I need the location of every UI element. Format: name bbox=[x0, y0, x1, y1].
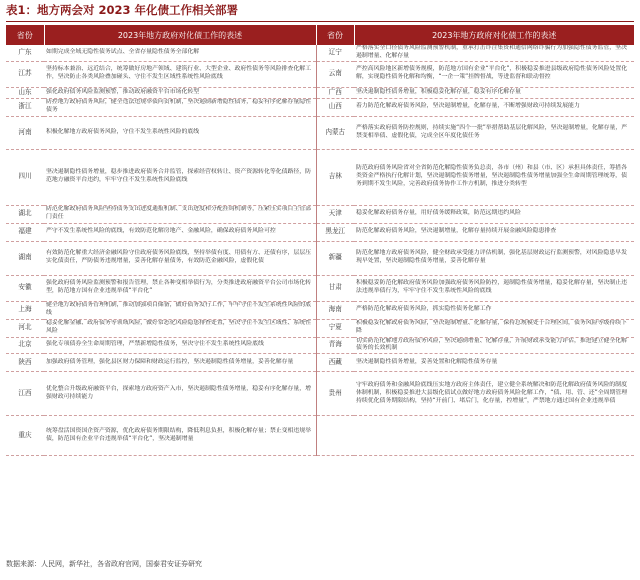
province-cell: 内蒙古 bbox=[316, 116, 354, 149]
province-cell: 吉林 bbox=[316, 149, 354, 205]
province-cell: 江苏 bbox=[6, 61, 44, 87]
statement-cell: 加强政府债务管理，强化县区财力保障和财政运行监控，坚决遏制隐性债务增量，妥善化解存量 bbox=[44, 354, 316, 372]
header-row bbox=[6, 25, 634, 45]
province-cell: 甘肃 bbox=[316, 275, 354, 301]
province-cell bbox=[316, 416, 354, 456]
statement-cell: 防范政府债务风险省对全省防范化解隐性债务负总责，各市（州）和县（市、区）承担具体责任，筹措各类资金严格执行化解计划，坚决遏制隐性债务增量，坚决遏制隐性债务增量加强全生命周期管理统筹，债务到期不发生风险，完善政府债务协作工作方机制，推进分类转型 bbox=[354, 149, 634, 205]
province-cell: 天津 bbox=[316, 205, 354, 223]
table-row bbox=[6, 98, 634, 116]
statement-cell: 积极稳妥防范化解政府债务风险加强政府债务风险防控，遏制隐性债务增量，稳妥化解存量，坚决制止违法违规举债行为，牢牢守住不发生系统性风险的底线 bbox=[354, 275, 634, 301]
province-cell: 海南 bbox=[316, 301, 354, 319]
table-row bbox=[6, 337, 634, 354]
province-cell: 贵州 bbox=[316, 372, 354, 416]
province-cell: 辽宁 bbox=[316, 45, 354, 61]
statement-cell: 健全地方政府债务管理机制，推动加强项目储备，做好债务发行工作，牢牢守住不发生系统性风险的底线 bbox=[44, 301, 316, 319]
province-cell: 青海 bbox=[316, 337, 354, 354]
statement-cell: 如期完成全域无隐性债务试点、全省存量隐性债务全部化解 bbox=[44, 45, 316, 61]
table-row bbox=[6, 45, 634, 61]
statement-cell: 稳妥化解金融、政府债务等领域风险，做好常态化风险隐患排查处置，坚决守住不发生区域性、系统性风险 bbox=[44, 319, 316, 337]
statement-cell: 强化政府债务风险监测预警，推动政府融资平台市场化转型 bbox=[44, 87, 316, 98]
table-title: 表1：地方两会对 2023 年化债工作相关部署 bbox=[6, 2, 634, 22]
table-row bbox=[6, 61, 634, 87]
statement-cell bbox=[354, 416, 634, 456]
statement-cell: 积极稳妥化解政府债务风险，坚决遏制增量、化解存量，保持总规模处于合理区间，债务风险等级持续下降 bbox=[354, 319, 634, 337]
table-row bbox=[6, 87, 634, 98]
province-cell: 北京 bbox=[6, 337, 44, 354]
policy-table bbox=[6, 25, 634, 456]
statement-cell: 优化整合升级政府融资平台，探索地方政府资产入市，坚决遏制隐性债务增量，稳妥有序化解存量，增强财政可持续能力 bbox=[44, 372, 316, 416]
statement-cell: 防范化解政府债务风险，坚决遏制增量，化解存量持续开展金融风险隐患排查 bbox=[354, 223, 634, 241]
statement-cell: 切实防范化解地方政府债务风险，坚决遏制增量、化解存量，开展财政承受能力评估，推进建立健全化解债务的长效机制 bbox=[354, 337, 634, 354]
province-cell: 福建 bbox=[6, 223, 44, 241]
province-cell: 河南 bbox=[6, 116, 44, 149]
statement-cell: 防范化解地方政府债务风险，健全财政承受能力评估机制，强化基层财政运行监测预警，对风险隐患早发现早处置，坚决遏制隐性债务增量，妥善化解存量 bbox=[354, 241, 634, 275]
table-row bbox=[6, 149, 634, 205]
header-province-right: 省份 bbox=[316, 25, 354, 45]
statement-cell: 积极化解地方政府债务风险，守住不发生系统性风险的底线 bbox=[44, 116, 316, 149]
province-cell: 山西 bbox=[316, 98, 354, 116]
province-cell: 山东 bbox=[6, 87, 44, 98]
table-row bbox=[6, 372, 634, 416]
statement-cell: 严控高风险地区新增债务规模，防范地方国有企业“平台化”，积极稳妥推进县级政府隐性债务风险处置化解，实现隐性债务化解和均衡，“一企一策”挂牌督战，等进监督和联动督控 bbox=[354, 61, 634, 87]
statement-cell: 严格落实全口径债务风险监测预警机制，重承打击诈注集资和通信网络诈骗行为加强隐性债务监管，坚决遏制增量、化解存量 bbox=[354, 45, 634, 61]
header-content-left: 2023年地方政府对化债工作的表述 bbox=[44, 25, 316, 45]
table-row bbox=[6, 319, 634, 337]
province-cell: 湖南 bbox=[6, 241, 44, 275]
header-province-left: 省份 bbox=[6, 25, 44, 45]
statement-cell: 防范化解政府债务风险坚持债务支出进度通报机制、支出进度和分配挂钩机制等，压紧压实项目主管部门责任 bbox=[44, 205, 316, 223]
province-cell: 西藏 bbox=[316, 354, 354, 372]
source-note: 数据来源：人民网，新华社，各省政府官网，国泰君安证券研究 bbox=[6, 560, 202, 568]
table-row bbox=[6, 354, 634, 372]
province-cell: 黑龙江 bbox=[316, 223, 354, 241]
province-cell: 广东 bbox=[6, 45, 44, 61]
statement-cell: 守牢政府债务和金融风险底线压实地方政府主体责任，建立健全系统解决和防范化解政府债务风险的制度体制机制，积极稳妥推进大县级化债试点做好地方政府债务风险化解工作，“债、用、管、还”全周期管理持续优化债务期限结构，坚持“开前门、堵后门，化存量，控增量”，严禁地方通过国有企业违规举债 bbox=[354, 372, 634, 416]
table-row bbox=[6, 275, 634, 301]
province-cell: 新疆 bbox=[316, 241, 354, 275]
statement-cell: 强化专项债券全生命周期管理，严禁新增隐性债务，坚决守住不发生系统性风险底线 bbox=[44, 337, 316, 354]
statement-cell: 统筹盘活国资国企资产资源，优化政府债务期限结构，降低利息负担，积极化解存量；禁止变相违规举债，防范国有企业平台违规举债“平台化”，坚决遏制增量 bbox=[44, 416, 316, 456]
province-cell: 云南 bbox=[316, 61, 354, 87]
table-row bbox=[6, 416, 634, 456]
header-content-right: 2023年地方政府对化债工作的表述 bbox=[354, 25, 634, 45]
province-cell: 河北 bbox=[6, 319, 44, 337]
statement-cell: 坚决遏制隐性债务增量，妥善处置和化解隐性债务存量 bbox=[354, 354, 634, 372]
statement-cell: 强化政府债务风险监测预警和报告管理，禁止各种变相举债行为，分类推进政府融资平台公司市场化转型，防范地方国有企业违规举债“平台化” bbox=[44, 275, 316, 301]
statement-cell: 严格落实政府债务防控规则，持续实施“四个一批”举措帮助基层化解风险，坚决遏制增量，化解存量，严禁变相举债、虚假化债，完成全区年度化债任务 bbox=[354, 116, 634, 149]
statement-cell: 坚持标本兼治、远近结合，统筹做好房地产领域、建筑行业、大型企业、政府性债务等风险排查化解工作，坚决防止各类风险叠加碰头、守住不发生区域性系统性风险底线 bbox=[44, 61, 316, 87]
statement-cell: 坚决遏制隐性债务增量，稳步推进政府债务合并监管，探索经营权转让、资产资源转化等化债路径，防范地方融资平台违约，牢牢守住不发生系统性风险底线 bbox=[44, 149, 316, 205]
province-cell: 安徽 bbox=[6, 275, 44, 301]
province-cell: 上海 bbox=[6, 301, 44, 319]
province-cell: 陕西 bbox=[6, 354, 44, 372]
province-cell: 重庆 bbox=[6, 416, 44, 456]
statement-cell: 坚决遏制隐性债务增量，积极稳妥化解存量，稳妥有序化解存量 bbox=[354, 87, 634, 98]
table-row bbox=[6, 205, 634, 223]
province-cell: 浙江 bbox=[6, 98, 44, 116]
statement-cell: 着力防范化解政府债务风险，坚决遏制增量，化解存量，不断增强财政可持续发展能力 bbox=[354, 98, 634, 116]
table-row bbox=[6, 301, 634, 319]
province-cell: 江西 bbox=[6, 372, 44, 416]
province-cell: 四川 bbox=[6, 149, 44, 205]
table-body bbox=[6, 45, 634, 456]
statement-cell: 防控地方政府债务风险，健全违法违规举债问责机制，坚决遏制新增隐性债务，稳妥有序化解存量隐性债务 bbox=[44, 98, 316, 116]
province-cell: 湖北 bbox=[6, 205, 44, 223]
table-row bbox=[6, 241, 634, 275]
statement-cell: 严格防范化解政府债务风险，抓实隐性债务化解工作 bbox=[354, 301, 634, 319]
table-row bbox=[6, 223, 634, 241]
table-row bbox=[6, 116, 634, 149]
statement-cell: 有效防范化解重大经济金融风险守住政府债务风险底线，坚持举债有度、用债有方、还债有序，层层压实化债责任，严防债务违规增量，妥善化解存量债务，有效防范金融风险，虚假化债 bbox=[44, 241, 316, 275]
province-cell: 广西 bbox=[316, 87, 354, 98]
province-cell: 宁夏 bbox=[316, 319, 354, 337]
statement-cell: 稳妥化解政府债务存量，用好债务缓释政策，防范远期违约风险 bbox=[354, 205, 634, 223]
statement-cell: 严守不发生系统性风险的底线，有效防范化解房地产、金融风险，确保政府债务风险可控 bbox=[44, 223, 316, 241]
